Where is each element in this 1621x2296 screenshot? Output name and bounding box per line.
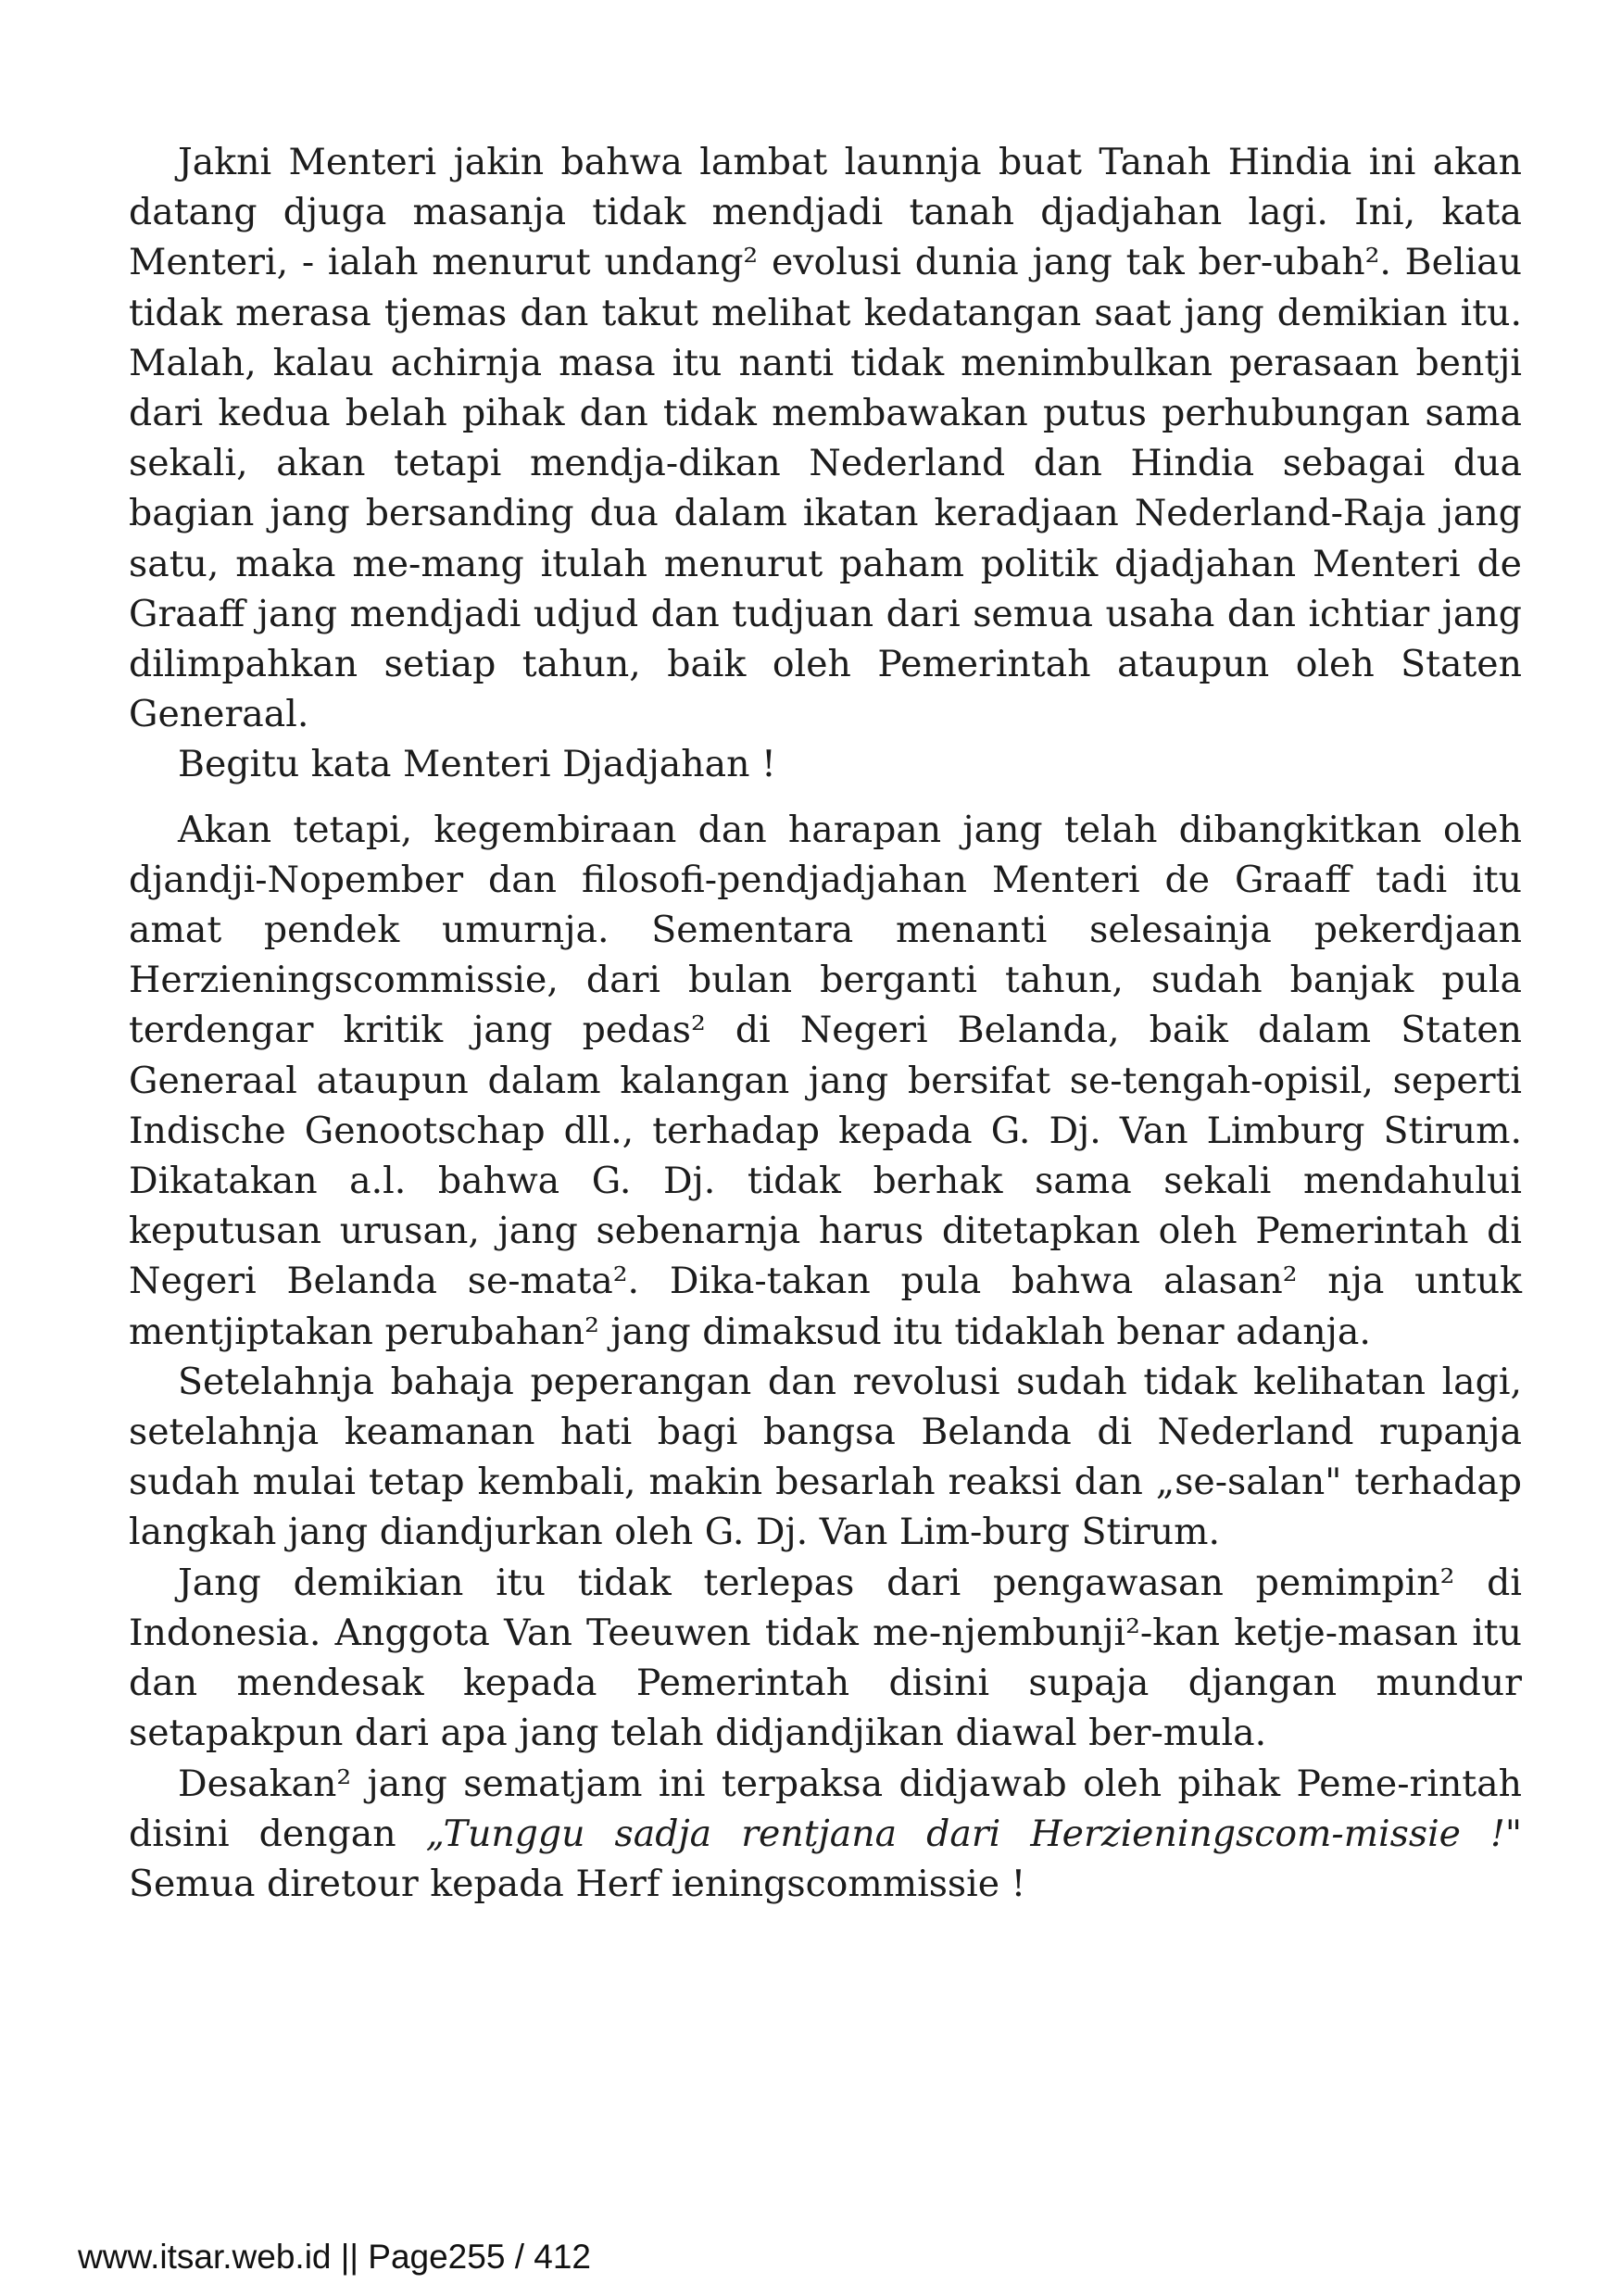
paragraph-text: Begitu kata Menteri Djadjahan ! [178, 743, 776, 786]
italic-quote: „Tunggu sadja rentjana dari Herzieningscom-missie ! [425, 1812, 1505, 1855]
paragraph-text: Akan tetapi, kegembiraan dan harapan jang telah dibangkitkan oleh djandji-Nopember dan filosofi-pendjadjahan Menteri de Graaff tadi itu amat pendek umurnja. Sementara menanti selesainja pekerdjaan Herzieningscommissie, dari bulan berganti tahun, sudah banjak pula terdengar kritik jang pedas² di Negeri Belanda, baik dalam Staten Generaal ataupun dalam kalangan jang bersifat se-tengah-opisil, seperti Indische Genootschap dll., terhadap kepada G. Dj. Van Limburg Stirum. Dikatakan a.l. bahwa G. Dj. tidak berhak sama sekali mendahului keputusan urusan, jang sebenarnja harus ditetapkan oleh Pemerintah di Negeri Belanda se-mata². Dika-takan pula bahwa alasan² nja untuk mentjiptakan perubahan² jang dimaksud itu tidaklah benar adanja. [129, 808, 1522, 1353]
paragraph-text: " Semua diretour kepada Herf ieningscommissie ! [129, 1812, 1522, 1905]
page-footer: www.itsar.web.id || Page255 / 412 [78, 2238, 591, 2276]
page-body [129, 137, 1522, 1909]
paragraph [129, 739, 1522, 789]
paragraph [129, 137, 1522, 739]
paragraph [129, 1558, 1522, 1759]
paragraph-text: Jang demikian itu tidak terlepas dari pengawasan pemimpin² di Indonesia. Anggota Van Teeuwen tidak me-njembunji²-kan ketje-masan itu dan mendesak kepada Pemerintah disini supaja djangan mundur setapakpun dari apa jang telah didjandjikan diawal ber-mula. [129, 1561, 1522, 1755]
paragraph-text: Jakni Menteri jakin bahwa lambat launnja buat Tanah Hindia ini akan datang djuga masanja tidak mendjadi tanah djadjahan lagi. Ini, kata Menteri, - ialah menurut undang² evolusi dunia jang tak ber-ubah². Beliau tidak merasa tjemas dan takut melihat kedatangan saat jang demikian itu. Malah, kalau achirnja masa itu nanti tidak menimbulkan perasaan bentji dari kedua belah pihak dan tidak membawakan putus perhubungan sama sekali, akan tetapi mendja-dikan Nederland dan Hindia sebagai dua bagian jang bersanding dua dalam ikatan keradjaan Nederland-Raja jang satu, maka me-mang itulah menurut paham politik djadjahan Menteri de Graaff jang mendjadi udjud dan tudjuan dari semua usaha dan ichtiar jang dilimpahkan setiap tahun, baik oleh Pemerintah ataupun oleh Staten Generaal. [129, 141, 1522, 736]
paragraph [129, 1357, 1522, 1558]
paragraph [129, 805, 1522, 1357]
paragraph [129, 1759, 1522, 1910]
paragraph-text: Desakan² jang sematjam ini terpaksa didjawab oleh pihak Peme-rintah disini dengan [129, 1762, 1522, 1855]
paragraph-text: Setelahnja bahaja peperangan dan revolusi sudah tidak kelihatan lagi, setelahnja keamanan hati bagi bangsa Belanda di Nederland rupanja sudah mulai tetap kembali, makin besarlah reaksi dan „se-salan" terhadap langkah jang diandjurkan oleh G. Dj. Van Lim-burg Stirum. [129, 1360, 1522, 1554]
